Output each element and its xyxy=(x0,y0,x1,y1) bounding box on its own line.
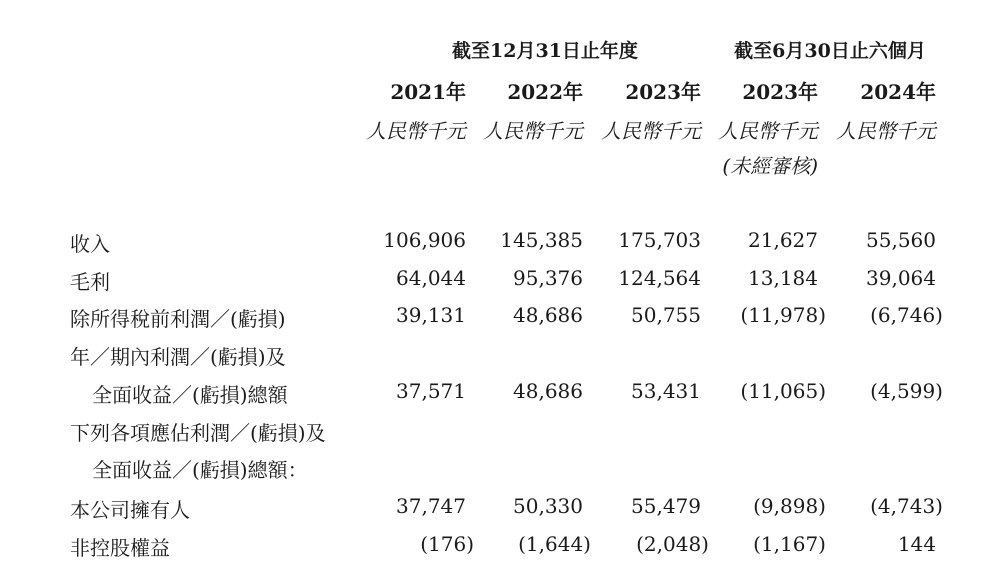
table-cell: 144 xyxy=(897,532,936,556)
row-label-owners-of-company: 本公司擁有人 xyxy=(70,498,190,522)
table-cell: 48,686 xyxy=(513,303,583,327)
header-unit-2023-h1: 人民幣千元 xyxy=(718,119,818,143)
table-cell: (1,644) xyxy=(518,532,591,556)
table-cell: 55,479 xyxy=(631,494,701,518)
table-cell: (1,167) xyxy=(753,532,826,556)
table-cell: 39,131 xyxy=(396,303,466,327)
header-group-fiscal-year: 截至12月31日止年度 xyxy=(452,40,638,62)
table-cell: (2,048) xyxy=(636,532,709,556)
table-cell: 64,044 xyxy=(396,266,466,290)
row-label-gross-profit: 毛利 xyxy=(70,270,110,294)
table-cell: 50,755 xyxy=(631,303,701,327)
row-label-revenue: 收入 xyxy=(70,232,110,256)
header-unit-2022: 人民幣千元 xyxy=(483,119,583,143)
row-label-attributable-to-line1: 下列各項應佔利潤／(虧損)及 xyxy=(70,421,326,445)
table-cell: 37,747 xyxy=(396,494,466,518)
row-label-non-controlling-interests: 非控股權益 xyxy=(70,536,170,560)
table-cell: (11,065) xyxy=(740,379,826,403)
header-unit-2021: 人民幣千元 xyxy=(366,119,466,143)
table-cell: 53,431 xyxy=(631,379,701,403)
table-cell: 48,686 xyxy=(513,379,583,403)
table-cell: 55,560 xyxy=(866,228,936,252)
header-year-2021: 2021年 xyxy=(390,80,466,104)
table-cell: 124,564 xyxy=(618,266,701,290)
table-cell: 106,906 xyxy=(383,228,466,252)
header-year-2022: 2022年 xyxy=(507,80,583,104)
row-label-attributable-to-line2: 全面收益／(虧損)總額： xyxy=(92,458,308,482)
table-cell: 37,571 xyxy=(396,379,466,403)
table-cell: (6,746) xyxy=(870,303,943,327)
table-cell: 175,703 xyxy=(618,228,701,252)
table-cell: (176) xyxy=(420,532,474,556)
header-unit-2023: 人民幣千元 xyxy=(601,119,701,143)
table-cell: (9,898) xyxy=(753,494,826,518)
table-cell: 95,376 xyxy=(513,266,583,290)
row-label-profit-before-tax: 除所得稅前利潤／(虧損) xyxy=(70,307,286,331)
table-cell: (4,743) xyxy=(870,494,943,518)
table-cell: 21,627 xyxy=(748,228,818,252)
table-cell: 39,064 xyxy=(866,266,936,290)
header-unit-2024-h1: 人民幣千元 xyxy=(836,119,936,143)
header-year-2023-h1: 2023年 xyxy=(742,80,818,104)
table-cell: (4,599) xyxy=(870,379,943,403)
table-cell: 13,184 xyxy=(748,266,818,290)
header-unaudited-note: (未經審核) xyxy=(722,154,818,178)
table-cell: 145,385 xyxy=(500,228,583,252)
table-cell: (11,978) xyxy=(740,303,826,327)
header-group-six-months: 截至6月30日止六個月 xyxy=(734,40,926,62)
header-year-2024-h1: 2024年 xyxy=(860,80,936,104)
row-label-profit-for-period-line1: 年／期內利潤／(虧損)及 xyxy=(70,345,286,369)
row-label-total-comprehensive-income: 全面收益／(虧損)總額 xyxy=(92,383,288,407)
header-year-2023: 2023年 xyxy=(625,80,701,104)
table-cell: 50,330 xyxy=(513,494,583,518)
